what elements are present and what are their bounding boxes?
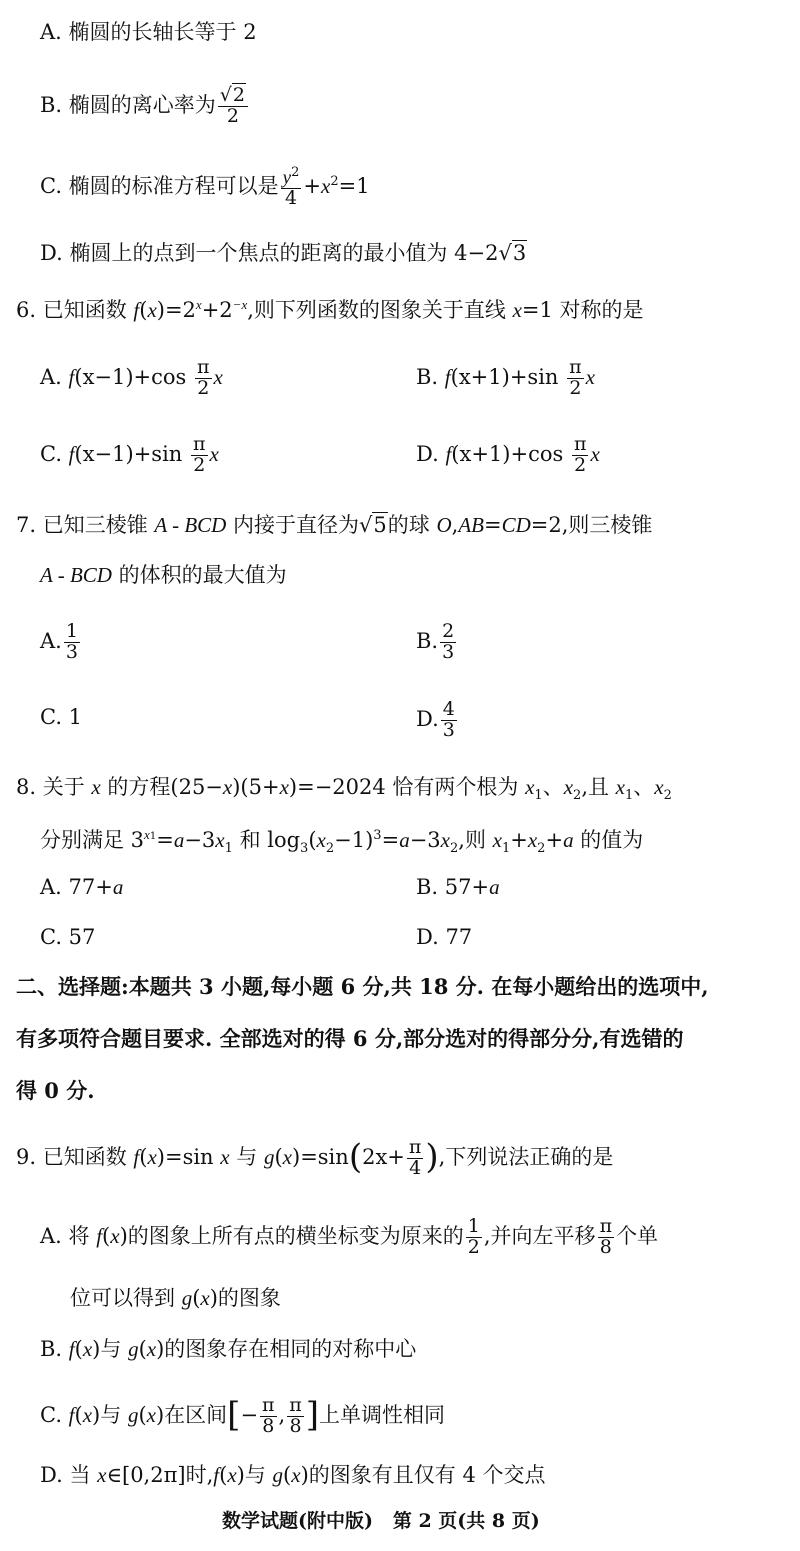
q9-option-b: B. f(x)与 g(x)的图象存在相同的对称中心 [40, 1337, 417, 1361]
q6-option-c: C. f(x−1)+sin $\frac{\pi}{2}$ x [40, 433, 219, 476]
q6-option-b: B. f(x+1)+sin $\frac{\pi}{2}$ x [416, 356, 595, 399]
q8-option-a: A. 77+a [40, 875, 124, 899]
q7-option-d: D. $\frac{4}{3}$ [416, 698, 455, 741]
q9-option-d: D. 当 x∈[0,2π]时,f(x)与 g(x)的图象有且仅有 4 个交点 [40, 1463, 546, 1487]
q6-option-d: D. f(x+1)+cos $\frac{\pi}{2}$ x [416, 433, 600, 476]
q7-stem-line1: 7. 已知三棱锥 A - BCD 内接于直径为√5的球 O,AB=CD=2,则三棱锥 [16, 513, 653, 537]
q9-stem: 9. 已知函数 f(x)=sin x 与 g(x)=sin(2x+ $\frac{\pi}{4}$ ),下列说法正确的是 [16, 1136, 614, 1179]
q7-stem-line2: A - BCD 的体积的最大值为 [40, 563, 287, 587]
q8-option-b: B. 57+a [416, 875, 500, 899]
q9-option-c: C. f(x)与 g(x)在区间[− $\frac{\pi}{8}$ , $\frac{\pi}{8}$ ]上单调性相同 [40, 1394, 445, 1437]
q5-option-d: D. 椭圆上的点到一个焦点的距离的最小值为 4−2√3 [40, 241, 527, 265]
q6-stem: 6. 已知函数 $f(x)=2^x+2^{-x}$,则下列函数的图象关于直线 x=1 对称的是 [16, 297, 644, 322]
q9-option-a-line2: 位可以得到 g(x)的图象 [70, 1286, 281, 1310]
q8-option-d: D. 77 [416, 925, 473, 949]
section2-line1: 二、选择题:本题共 3 小题,每小题 6 分,共 18 分. 在每小题给出的选项中, [16, 974, 709, 999]
q8-option-c: C. 57 [40, 925, 96, 949]
q5-option-c: C. 椭圆的标准方程可以是 $\frac{y^2}{4}$ $+x^2=1$ [40, 165, 370, 210]
q8-stem-line2: 分别满足 $3^{x1}=a-3x_1$ 和 $\log_3(x_2-1)^3=a-3x_2$,则 $x_1+x_2+a$ 的值为 [40, 827, 644, 857]
q7-option-a: A. $\frac{1}{3}$ [40, 620, 78, 663]
q6-option-a: A. f(x−1)+cos $\frac{\pi}{2}$ x [40, 356, 223, 399]
q8-stem-line1: 8. 关于 x 的方程(25−x)(5+x)=−2024 恰有两个根为 $x_1$、$x_2$,且 $x_1$、$x_2$ [16, 775, 672, 804]
q5-option-a: A. 椭圆的长轴长等于 2 [40, 20, 257, 44]
section2-line3: 得 0 分. [16, 1078, 95, 1103]
page-footer: 数学试题(附中版) 第 2 页(共 8 页) [222, 1510, 540, 1532]
q7-option-c: C. 1 [40, 705, 83, 729]
q7-option-b: B. $\frac{2}{3}$ [416, 620, 455, 663]
q5-option-b: B. 椭圆的离心率为 $\frac{√2}{2}$ [40, 86, 250, 127]
q9-option-a-line1: A. 将 f(x)的图象上所有点的横坐标变为原来的 $\frac{1}{2}$ ,并向左平移 $\frac{\pi}{8}$ 个单 [40, 1215, 659, 1258]
section2-line2: 有多项符合题目要求. 全部选对的得 6 分,部分选对的得部分分,有选错的 [16, 1026, 684, 1051]
